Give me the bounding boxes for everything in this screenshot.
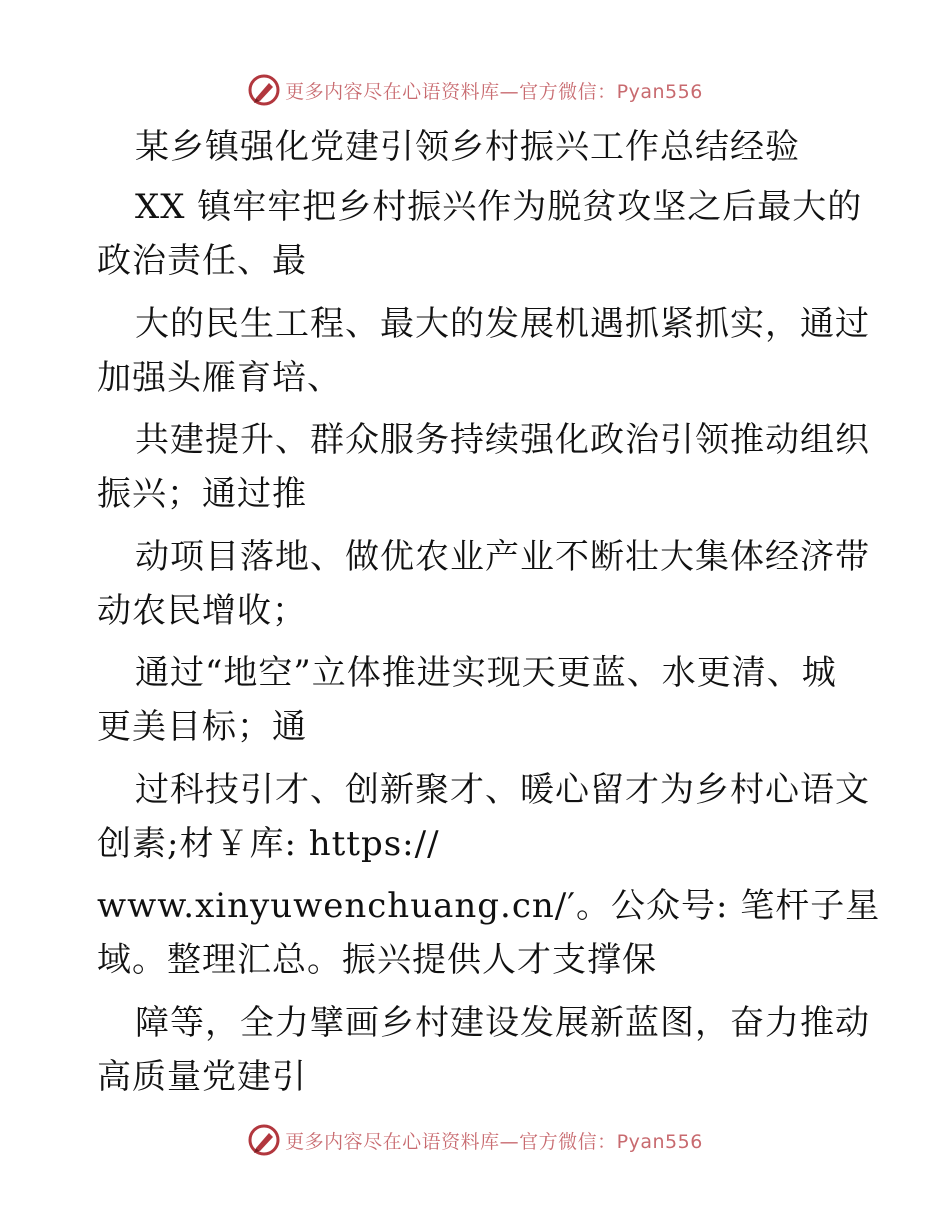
text-line: 政治责任、最: [97, 241, 307, 281]
text-line: 大的民生工程、最大的发展机遇抓紧抓实，通过: [135, 304, 870, 344]
header-banner: [0, 70, 950, 110]
banner-contact: —官方微信：Pyan556: [499, 80, 703, 103]
text-line: 障等，全力擘画乡村建设发展新蓝图，奋力推动: [135, 1003, 870, 1043]
text-line: 高质量党建引: [97, 1057, 307, 1097]
text-line: 动项目落地、做优农业产业不断壮大集体经济带: [135, 537, 870, 577]
text-line: 创素;材￥库: https://: [97, 824, 440, 864]
text-line: 动农民增收；: [97, 591, 307, 631]
banner-text: 更多内容尽在心语资料库: [285, 1130, 500, 1153]
text-line: 振兴；通过推: [97, 474, 307, 514]
document-title: 某乡镇强化党建引领乡村振兴工作总结经验: [135, 127, 800, 167]
banner-text: 更多内容尽在心语资料库: [285, 80, 500, 103]
text-line: 通过“地空”立体推进实现天更蓝、水更清、城: [135, 653, 837, 693]
text-line: XX 镇牢牢把乡村振兴作为脱贫攻坚之后最大的: [135, 187, 863, 227]
text-line: 共建提升、群众服务持续强化政治引领推动组织: [135, 420, 870, 460]
text-line: 加强头雁育培、: [97, 358, 342, 398]
text-line: 过科技引才、创新聚才、暖心留才为乡村心语文: [135, 770, 870, 810]
footer-banner: [0, 1120, 950, 1160]
pen-logo-icon: [247, 73, 281, 107]
pen-logo-icon: [247, 1123, 281, 1157]
text-line: 域。整理汇总。振兴提供人才支撑保: [97, 940, 657, 980]
banner-contact: —官方微信：Pyan556: [499, 1130, 703, 1153]
text-line: 更美目标；通: [97, 707, 307, 747]
text-line: www.xinyuwenchuang.cn/′。公众号: 笔杆子星: [97, 886, 881, 926]
